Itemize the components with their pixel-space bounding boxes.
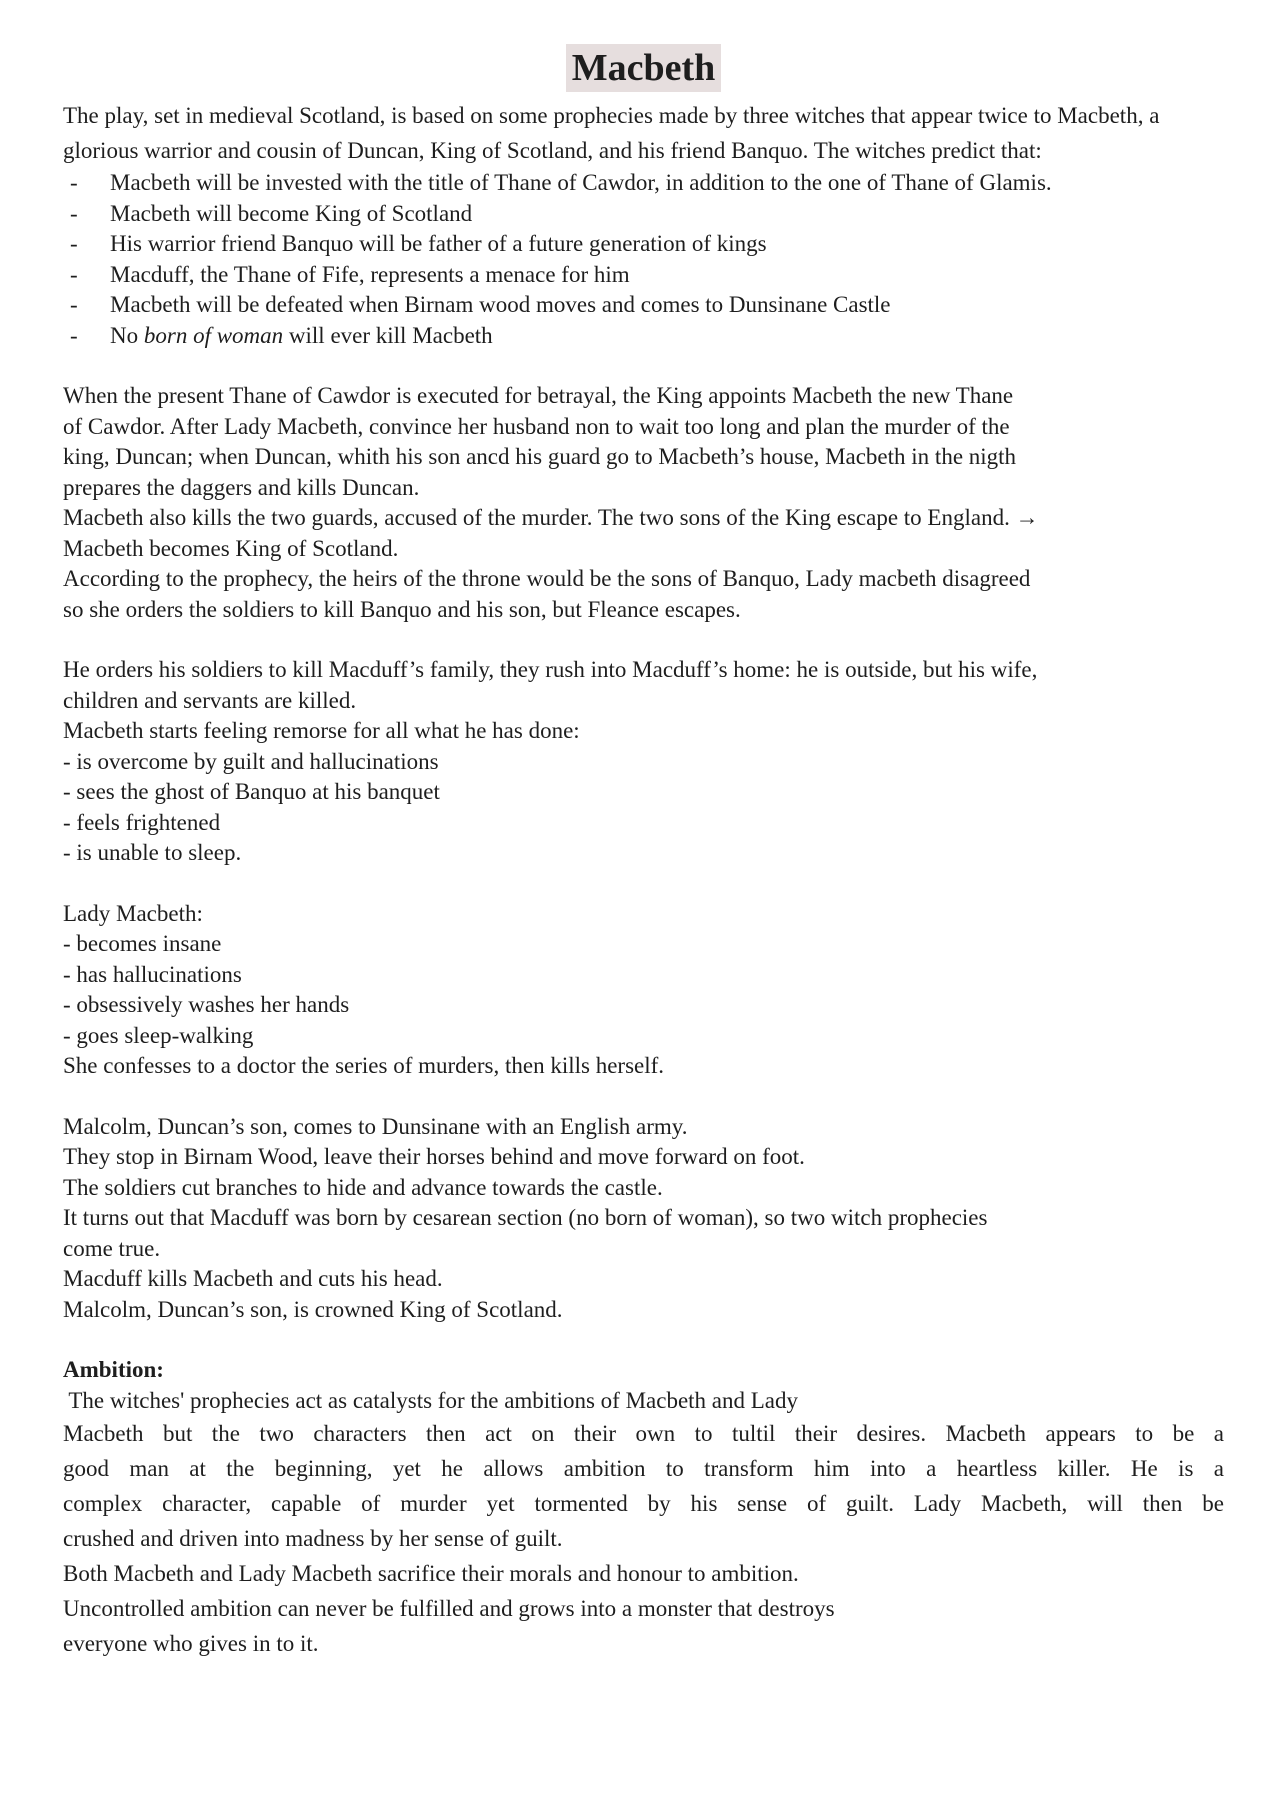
plot-section-1 xyxy=(63,381,1224,625)
text-line: When the present Thane of Cawdor is executed for betrayal, the King appoints Macbeth the new Thane xyxy=(63,383,1014,408)
justified-line: complex character, capable of murder yet tormented by his sense of guilt. Lady Macbeth, will then be xyxy=(63,1491,1224,1516)
ending-section xyxy=(63,1112,1224,1326)
prediction-text: Macduff, the Thane of Fife, represents a menace for him xyxy=(110,261,630,287)
ambition-heading: Ambition: xyxy=(63,1357,164,1382)
ambition-section xyxy=(63,1355,1224,1661)
text-line: The soldiers cut branches to hide and advance towards the castle. xyxy=(63,1174,663,1200)
text-line: - goes sleep-walking xyxy=(63,1022,254,1048)
dash-bullet: - xyxy=(70,261,78,287)
prediction-text: Macbeth will become King of Scotland xyxy=(110,200,473,226)
prediction-item xyxy=(63,229,1224,260)
prediction-text: Macbeth will be invested with the title of Thane of Cawdor, in addition to the one of Thane of Glamis. xyxy=(110,170,1052,195)
prediction-item xyxy=(63,290,1224,321)
prediction-item xyxy=(63,260,1224,291)
text-line: come true. xyxy=(63,1235,161,1261)
title-container xyxy=(63,44,1224,92)
dash-bullet: - xyxy=(70,292,78,317)
intro-section xyxy=(63,98,1224,168)
text-line: Macduff kills Macbeth and cuts his head. xyxy=(63,1266,443,1291)
justified-line: crushed and driven into madness by her sense of guilt. xyxy=(63,1526,563,1551)
text-line: - becomes insane xyxy=(63,931,222,956)
dash-bullet: - xyxy=(70,322,78,348)
text-line: children and servants are killed. xyxy=(63,687,357,713)
prediction-item xyxy=(63,168,1224,199)
ambition-closing-block xyxy=(63,1556,1224,1661)
prediction-item xyxy=(63,321,1224,352)
text-line: everyone who gives in to it. xyxy=(63,1631,319,1656)
dash-bullet: - xyxy=(70,200,78,226)
text-line: of Cawdor. After Lady Macbeth, convince her husband non to wait too long and plan the murder of the xyxy=(63,413,1010,439)
text-line: She confesses to a doctor the series of murders, then kills herself. xyxy=(63,1053,665,1078)
ambition-justified-block xyxy=(63,1416,1224,1556)
prediction-text-prefix: No xyxy=(110,322,144,348)
intro-paragraph: The play, set in medieval Scotland, is based on some prophecies made by three witches that appear twice to Macbeth, a glorious warrior and cousin of Duncan, King of Scotland, and his friend Banquo. The witches predict that: xyxy=(63,103,1160,163)
prediction-text-italic: born of woman xyxy=(143,322,284,348)
plot-section-2 xyxy=(63,655,1224,869)
dash-bullet: - xyxy=(70,170,78,195)
justified-line: Macbeth but the two characters then act on their own to tultil their desires. Macbeth appears to be a xyxy=(63,1421,1224,1446)
prediction-list xyxy=(63,168,1224,351)
prediction-text-suffix: will ever kill Macbeth xyxy=(283,322,493,348)
text-line: It turns out that Macduff was born by cesarean section (no born of woman), so two witch prophecies xyxy=(63,1205,988,1230)
prediction-item xyxy=(63,199,1224,230)
dash-bullet: - xyxy=(70,231,78,256)
text-line: Macbeth also kills the two guards, accused of the murder. The two sons of the King escape to England. → xyxy=(63,505,1039,530)
ambition-heading-line xyxy=(63,1355,1224,1386)
page-title: Macbeth xyxy=(566,44,722,92)
prediction-text: Macbeth will be defeated when Birnam wood moves and comes to Dunsinane Castle xyxy=(110,292,891,317)
text-line: - obsessively washes her hands xyxy=(63,992,350,1017)
text-line: Macbeth starts feeling remorse for all what he has done: xyxy=(63,718,580,743)
text-line: The witches' prophecies act as catalysts for the ambitions of Macbeth and Lady xyxy=(63,1387,799,1413)
text-line: Uncontrolled ambition can never be fulfilled and grows into a monster that destroys xyxy=(63,1596,835,1621)
text-line: Malcolm, Duncan’s son, is crowned King of Scotland. xyxy=(63,1296,563,1322)
text-line: Macbeth becomes King of Scotland. xyxy=(63,535,399,561)
text-line: so she orders the soldiers to kill Banquo and his son, but Fleance escapes. xyxy=(63,596,741,622)
text-line: According to the prophecy, the heirs of the throne would be the sons of Banquo, Lady macbeth disagreed xyxy=(63,566,1031,591)
lady-macbeth-section xyxy=(63,899,1224,1082)
prediction-text: His warrior friend Banquo will be father of a future generation of kings xyxy=(110,231,767,256)
text-line: Lady Macbeth: xyxy=(63,900,203,926)
text-line: king, Duncan; when Duncan, whith his son ancd his guard go to Macbeth’s house, Macbeth in the nigth xyxy=(63,444,1017,469)
text-line: - is unable to sleep. xyxy=(63,840,242,865)
text-line: Malcolm, Duncan’s son, comes to Dunsinane with an English army. xyxy=(63,1113,688,1139)
text-line: - feels frightened xyxy=(63,809,221,835)
text-line: - is overcome by guilt and hallucinations xyxy=(63,748,439,774)
text-line: prepares the daggers and kills Duncan. xyxy=(63,474,420,500)
text-line: He orders his soldiers to kill Macduff’s family, they rush into Macduff’s home: he is outside, but his wife, xyxy=(63,657,1038,682)
text-line: - sees the ghost of Banquo at his banquet xyxy=(63,779,440,804)
justified-line: good man at the beginning, yet he allows ambition to transform him into a heartless killer. He is a xyxy=(63,1456,1224,1481)
text-line: Both Macbeth and Lady Macbeth sacrifice their morals and honour to ambition. xyxy=(63,1561,799,1586)
text-line: They stop in Birnam Wood, leave their horses behind and move forward on foot. xyxy=(63,1144,805,1169)
text-line: - has hallucinations xyxy=(63,961,242,987)
